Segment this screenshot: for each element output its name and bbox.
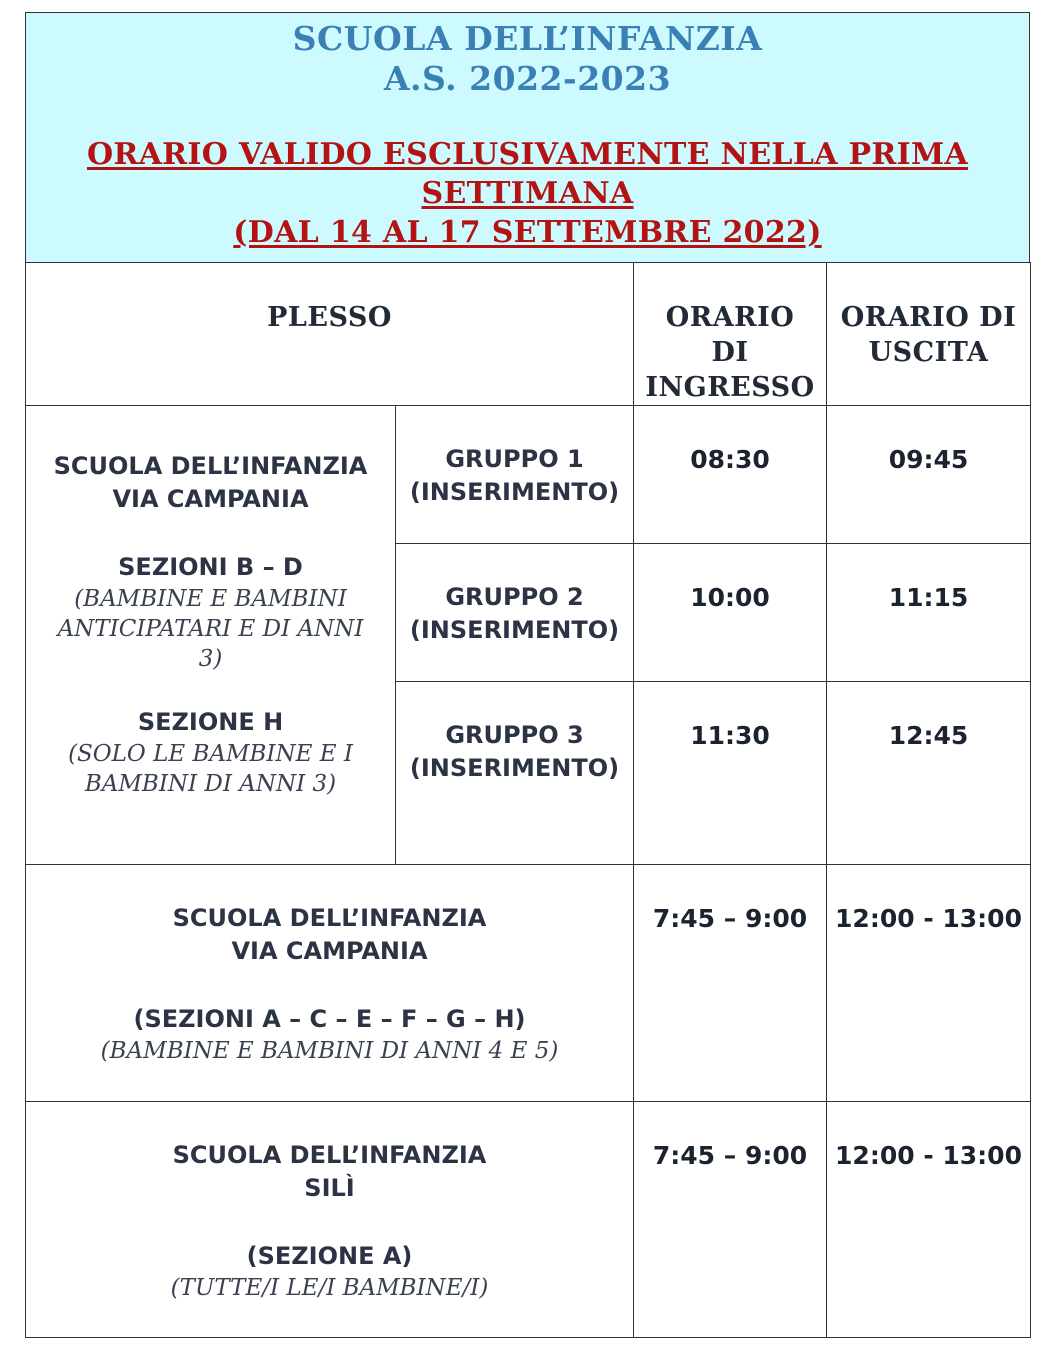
group-3-type: (INSERIMENTO) [409, 754, 620, 782]
header-title: SCUOLA DELL’INFANZIA [292, 19, 763, 58]
table-row [26, 406, 1031, 544]
section-h-note-1: (SOLO LE BAMBINE E I [68, 740, 353, 767]
header-year: A.S. 2022-2023 [383, 59, 672, 98]
block-2-uscita: 12:00 - 13:00 [827, 865, 1031, 1102]
column-header-plesso: PLESSO [26, 263, 634, 406]
section-b-d-note-3: 3) [198, 645, 223, 672]
group-3-cell [396, 682, 634, 865]
group-2-uscita: 11:15 [827, 544, 1031, 682]
notice-line-2: SETTIMANA [421, 176, 634, 211]
group-2-type: (INSERIMENTO) [409, 616, 620, 644]
notice-line-3: (DAL 14 AL 17 SETTEMBRE 2022) [233, 215, 822, 250]
header-notice [26, 135, 1029, 252]
school-name-line-1: SCUOLA DELL’INFANZIA [172, 904, 487, 932]
ingresso-header-line-2: DI [711, 337, 749, 368]
notice-line-1: ORARIO VALIDO ESCLUSIVAMENTE NELLA PRIMA [86, 137, 969, 172]
plesso-cell-sili [26, 1102, 634, 1338]
ingresso-header-line-3: INGRESSO [645, 372, 815, 403]
section-b-d-title: SEZIONI B – D [118, 552, 303, 581]
group-1-uscita: 09:45 [827, 406, 1031, 544]
plesso-cell-via-campania-bdh [26, 406, 396, 865]
ingresso-header-line-1: ORARIO [665, 302, 795, 333]
school-name-line-2: SILÌ [304, 1174, 355, 1202]
group-2-cell [396, 544, 634, 682]
table-row [26, 1102, 1031, 1338]
section-h-note-2: BAMBINI DI ANNI 3) [84, 770, 337, 797]
section-h-title: SEZIONE H [137, 707, 284, 736]
group-3-uscita: 12:45 [827, 682, 1031, 865]
school-name-line-2: VIA CAMPANIA [112, 484, 309, 513]
document-header [25, 12, 1030, 262]
sections-title: (SEZIONI A – C – E – F – G – H) [133, 1005, 526, 1033]
table-header-row [26, 263, 1031, 406]
table-row [26, 865, 1031, 1102]
group-1-type: (INSERIMENTO) [409, 478, 620, 506]
group-1-ingresso: 08:30 [634, 406, 827, 544]
plesso-cell-via-campania-acefgh [26, 865, 634, 1102]
group-2-ingresso: 10:00 [634, 544, 827, 682]
school-name-line-2: VIA CAMPANIA [231, 937, 428, 965]
sections-note: (TUTTE/I LE/I BAMBINE/I) [170, 1275, 489, 1301]
section-b-d-note-1: (BAMBINE E BAMBINI [74, 585, 347, 612]
column-header-uscita [827, 263, 1031, 406]
block-3-uscita: 12:00 - 13:00 [827, 1102, 1031, 1338]
group-3-ingresso: 11:30 [634, 682, 827, 865]
group-1-name: GRUPPO 1 [445, 445, 584, 473]
sections-note: (BAMBINE E BAMBINI DI ANNI 4 E 5) [100, 1038, 559, 1064]
school-name-line-1: SCUOLA DELL’INFANZIA [172, 1141, 487, 1169]
schedule-document [25, 12, 1030, 1338]
school-name-line-1: SCUOLA DELL’INFANZIA [53, 451, 368, 480]
block-3-ingresso: 7:45 – 9:00 [634, 1102, 827, 1338]
group-1-cell [396, 406, 634, 544]
block-2-ingresso: 7:45 – 9:00 [634, 865, 827, 1102]
sections-title: (SEZIONE A) [246, 1242, 413, 1270]
group-3-name: GRUPPO 3 [445, 721, 584, 749]
column-header-ingresso [634, 263, 827, 406]
uscita-header-line-1: ORARIO DI [840, 302, 1017, 333]
group-2-name: GRUPPO 2 [445, 583, 584, 611]
schedule-table [25, 262, 1031, 1338]
section-b-d-note-2: ANTICIPATARI E DI ANNI [57, 615, 364, 642]
uscita-header-line-2: USCITA [868, 337, 989, 368]
